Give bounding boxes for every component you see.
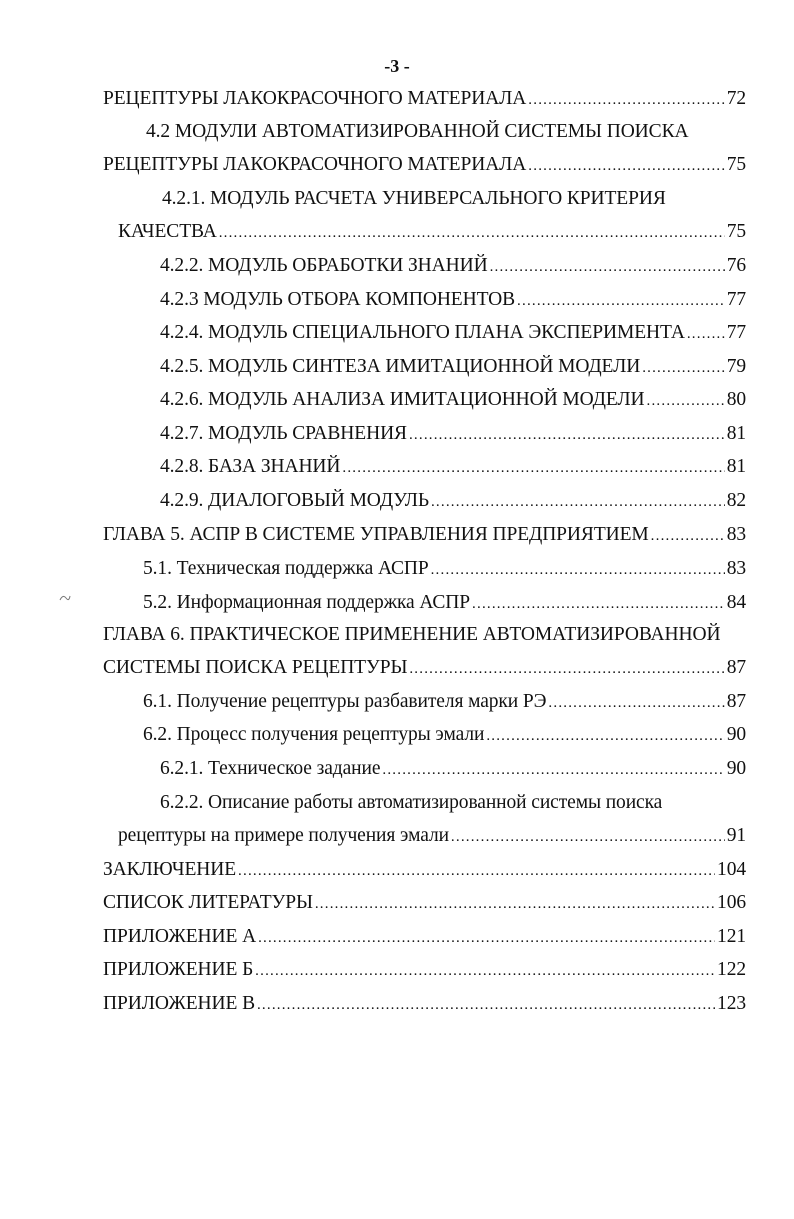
dot-leader (451, 824, 725, 850)
toc-entry[interactable] (143, 556, 746, 582)
toc-entry[interactable] (160, 253, 746, 279)
toc-entry-page: 83 (726, 558, 746, 579)
toc-entry[interactable] (160, 287, 746, 313)
toc-entry-title-line[interactable]: 4.2.1. МОДУЛЬ РАСЧЕТА УНИВЕРСАЛЬНОГО КРИТЕРИЯ (162, 188, 666, 209)
dot-leader (528, 87, 724, 113)
toc-entry-page: 84 (726, 592, 746, 613)
toc-entry[interactable] (103, 86, 746, 112)
toc-entry-page: 81 (726, 423, 746, 444)
dot-leader (431, 557, 725, 583)
toc-entry-title: РЕЦЕПТУРЫ ЛАКОКРАСОЧНОГО МАТЕРИАЛА (103, 88, 527, 109)
dot-leader (219, 220, 725, 246)
toc-entry[interactable] (103, 522, 746, 548)
toc-entry[interactable] (143, 590, 746, 616)
toc-entry[interactable] (160, 421, 746, 447)
toc-entry-page: 72 (726, 88, 746, 109)
dot-leader (382, 757, 724, 783)
toc-entry-title-line[interactable]: 6.2.2. Описание работы автоматизированной системы поиска (160, 792, 663, 813)
toc-entry-page: 82 (726, 490, 746, 511)
dot-leader (409, 422, 725, 448)
toc-entry-page: 76 (726, 255, 746, 276)
toc-entry-title: 4.2.5. МОДУЛЬ СИНТЕЗА ИМИТАЦИОННОЙ МОДЕЛИ (160, 356, 641, 377)
toc-entry[interactable] (103, 655, 746, 681)
dot-leader (255, 958, 715, 984)
toc-entry[interactable] (160, 387, 746, 413)
toc-entry-title: РЕЦЕПТУРЫ ЛАКОКРАСОЧНОГО МАТЕРИАЛА (103, 154, 527, 175)
toc-entry[interactable] (143, 689, 746, 715)
toc-entry-page: 122 (717, 959, 746, 980)
toc-entry-title: 5.2. Информационная поддержка АСПР (143, 592, 471, 613)
toc-entry[interactable] (160, 320, 746, 346)
toc-entry[interactable] (103, 924, 746, 950)
toc-entry-page: 79 (726, 356, 746, 377)
toc-entry-page: 90 (726, 724, 746, 745)
toc-entry-page: 75 (726, 154, 746, 175)
dot-leader (490, 254, 725, 280)
toc-entry-page: 87 (726, 657, 746, 678)
dot-leader (687, 321, 725, 347)
toc-entry[interactable] (160, 488, 746, 514)
toc-entry-title-line[interactable]: ГЛАВА 6. ПРАКТИЧЕСКОЕ ПРИМЕНЕНИЕ АВТОМАТИЗИРОВАННОЙ (103, 624, 721, 645)
dot-leader (238, 858, 715, 884)
toc-entry-page: 123 (717, 993, 746, 1014)
toc-entry-title: 6.1. Получение рецептуры разбавителя марки РЭ (143, 691, 547, 712)
toc-entry-page: 91 (726, 825, 746, 846)
dot-leader (517, 288, 725, 314)
toc-entry[interactable] (160, 354, 746, 380)
toc-entry-title: СПИСОК ЛИТЕРАТУРЫ (103, 892, 313, 913)
toc-entry[interactable] (103, 857, 746, 883)
toc-entry-title: 4.2.2. МОДУЛЬ ОБРАБОТКИ ЗНАНИЙ (160, 255, 488, 276)
toc-entry-title: 4.2.7. МОДУЛЬ СРАВНЕНИЯ (160, 423, 407, 444)
dot-leader (257, 992, 715, 1018)
toc-entry[interactable] (103, 991, 746, 1017)
toc-entry-page: 77 (726, 289, 746, 310)
toc-entry-page: 81 (726, 456, 746, 477)
toc-entry-page: 106 (717, 892, 746, 913)
toc-entry-title: ЗАКЛЮЧЕНИЕ (103, 859, 237, 880)
toc-entry[interactable] (143, 722, 746, 748)
toc-entry-title: ПРИЛОЖЕНИЕ А (103, 926, 257, 947)
toc-entry-page: 75 (726, 221, 746, 242)
page-number: -3 - (384, 56, 410, 76)
dot-leader (342, 455, 724, 481)
dot-leader (642, 355, 724, 381)
toc-entry-title: ГЛАВА 5. АСПР В СИСТЕМЕ УПРАВЛЕНИЯ ПРЕДПРИЯТИЕМ (103, 524, 649, 545)
toc-entry-page: 121 (717, 926, 746, 947)
toc-entry-title: 4.2.3 МОДУЛЬ ОТБОРА КОМПОНЕНТОВ (160, 289, 516, 310)
toc-entry-page: 87 (726, 691, 746, 712)
toc-entry-title: 4.2.8. БАЗА ЗНАНИЙ (160, 456, 341, 477)
toc-entry-title: КАЧЕСТВА (118, 221, 217, 242)
toc-entry-page: 77 (726, 322, 746, 343)
toc-entry-title: 4.2.9. ДИАЛОГОВЫЙ МОДУЛЬ (160, 490, 429, 511)
dot-leader (409, 656, 724, 682)
toc-entry-title: 5.1. Техническая поддержка АСПР (143, 558, 429, 579)
toc-entry[interactable] (103, 152, 746, 178)
scan-speck-mark (58, 592, 72, 604)
dot-leader (431, 489, 725, 515)
toc-entry-page: 83 (726, 524, 746, 545)
toc-entry-title: рецептуры на примере получения эмали (118, 825, 449, 846)
dot-leader (472, 591, 725, 617)
toc-entry[interactable] (160, 454, 746, 480)
dot-leader (647, 388, 725, 414)
dot-leader (651, 523, 725, 549)
toc-entry-title-line[interactable]: 4.2 МОДУЛИ АВТОМАТИЗИРОВАННОЙ СИСТЕМЫ ПОИСКА (146, 121, 689, 142)
toc-entry-title: 6.2.1. Техническое задание (160, 758, 381, 779)
toc-entry-page: 80 (726, 389, 746, 410)
toc-entry-title: 4.2.6. МОДУЛЬ АНАЛИЗА ИМИТАЦИОННОЙ МОДЕЛИ (160, 389, 645, 410)
dot-leader (548, 690, 724, 716)
toc-entry-title: СИСТЕМЫ ПОИСКА РЕЦЕПТУРЫ (103, 657, 408, 678)
toc-entry-title: ПРИЛОЖЕНИЕ Б (103, 959, 254, 980)
dot-leader (258, 925, 715, 951)
toc-entry-page: 90 (726, 758, 746, 779)
dot-leader (486, 723, 724, 749)
toc-entry-page: 104 (717, 859, 746, 880)
toc-entry[interactable] (103, 957, 746, 983)
toc-entry[interactable] (118, 219, 746, 245)
dot-leader (315, 891, 715, 917)
toc-entry[interactable] (118, 823, 746, 849)
toc-entry-title: 6.2. Процесс получения рецептуры эмали (143, 724, 485, 745)
toc-entry-title: 4.2.4. МОДУЛЬ СПЕЦИАЛЬНОГО ПЛАНА ЭКСПЕРИМЕНТА (160, 322, 685, 343)
toc-entry[interactable] (103, 890, 746, 916)
toc-entry[interactable] (160, 756, 746, 782)
toc-entry-title: ПРИЛОЖЕНИЕ В (103, 993, 255, 1014)
dot-leader (528, 153, 724, 179)
